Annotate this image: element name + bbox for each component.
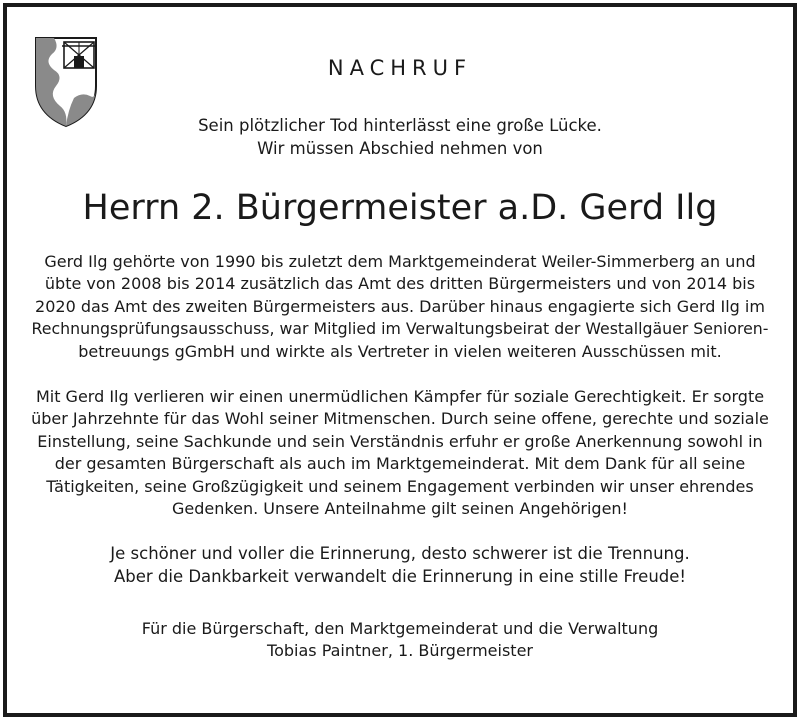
paragraph-line: der gesamten Bürgerschaft als auch im Marktgemeinderat. Mit dem Dank für all seine bbox=[54, 454, 746, 474]
quote-line: Je schöner und voller die Erinnerung, desto schwerer ist die Trennung. bbox=[110, 544, 690, 563]
biography-paragraph bbox=[30, 251, 770, 363]
paragraph-line: Mit Gerd Ilg verlieren wir einen unermüdlichen Kämpfer für soziale Gerechtigkeit. Er sorgte bbox=[35, 387, 765, 406]
intro-text bbox=[0, 114, 800, 160]
paragraph-line: 2020 das Amt des zweiten Bürgermeisters aus. Darüber hinaus engagierte sich Gerd Ilg im bbox=[35, 296, 765, 316]
paragraph-line: Gedenken. Unsere Anteilnahme gilt seinen Angehörigen! bbox=[172, 499, 628, 519]
paragraph-line: übte von 2008 bis 2014 zusätzlich das Amt des dritten Bürgermeisters und von 2014 bis bbox=[44, 274, 756, 294]
signature-line: Tobias Paintner, 1. Bürgermeister bbox=[267, 641, 533, 660]
paragraph-line: über Jahrzehnte für das Wohl seiner Mitmenschen. Durch seine offene, gerechte und soziale bbox=[31, 409, 769, 429]
tribute-paragraph bbox=[30, 386, 770, 520]
paragraph-line: Tätigkeiten, seine Großzügigkeit und seinem Engagement verbinden wir unser ehrendes bbox=[46, 476, 754, 496]
signature-line: Für die Bürgerschaft, den Marktgemeinderat und die Verwaltung bbox=[141, 619, 659, 638]
intro-line: Wir müssen Abschied nehmen von bbox=[257, 139, 543, 158]
memorial-quote bbox=[0, 542, 800, 588]
paragraph-line: Einstellung, seine Sachkunde und sein Verständnis erfuhr er große Anerkennung sowohl in bbox=[37, 431, 763, 451]
paragraph-line: Gerd Ilg gehörte von 1990 bis zuletzt dem Marktgemeinderat Weiler-Simmerberg an und bbox=[44, 252, 756, 271]
signature bbox=[0, 618, 800, 662]
page-title: NACHRUF bbox=[327, 56, 473, 80]
paragraph-line: Rechnungsprüfungsausschuss, war Mitglied im Verwaltungsbeirat der Westallgäuer Senioren- bbox=[31, 319, 769, 339]
quote-line: Aber die Dankbarkeit verwandelt die Erinnerung in eine stille Freude! bbox=[113, 567, 687, 586]
deceased-name: Herrn 2. Bürgermeister a.D. Gerd Ilg bbox=[82, 188, 718, 228]
paragraph-line: betreuungs gGmbH und wirkte als Vertreter in vielen weiteren Ausschüssen mit. bbox=[78, 341, 722, 361]
intro-line: Sein plötzlicher Tod hinterlässt eine große Lücke. bbox=[198, 116, 602, 135]
